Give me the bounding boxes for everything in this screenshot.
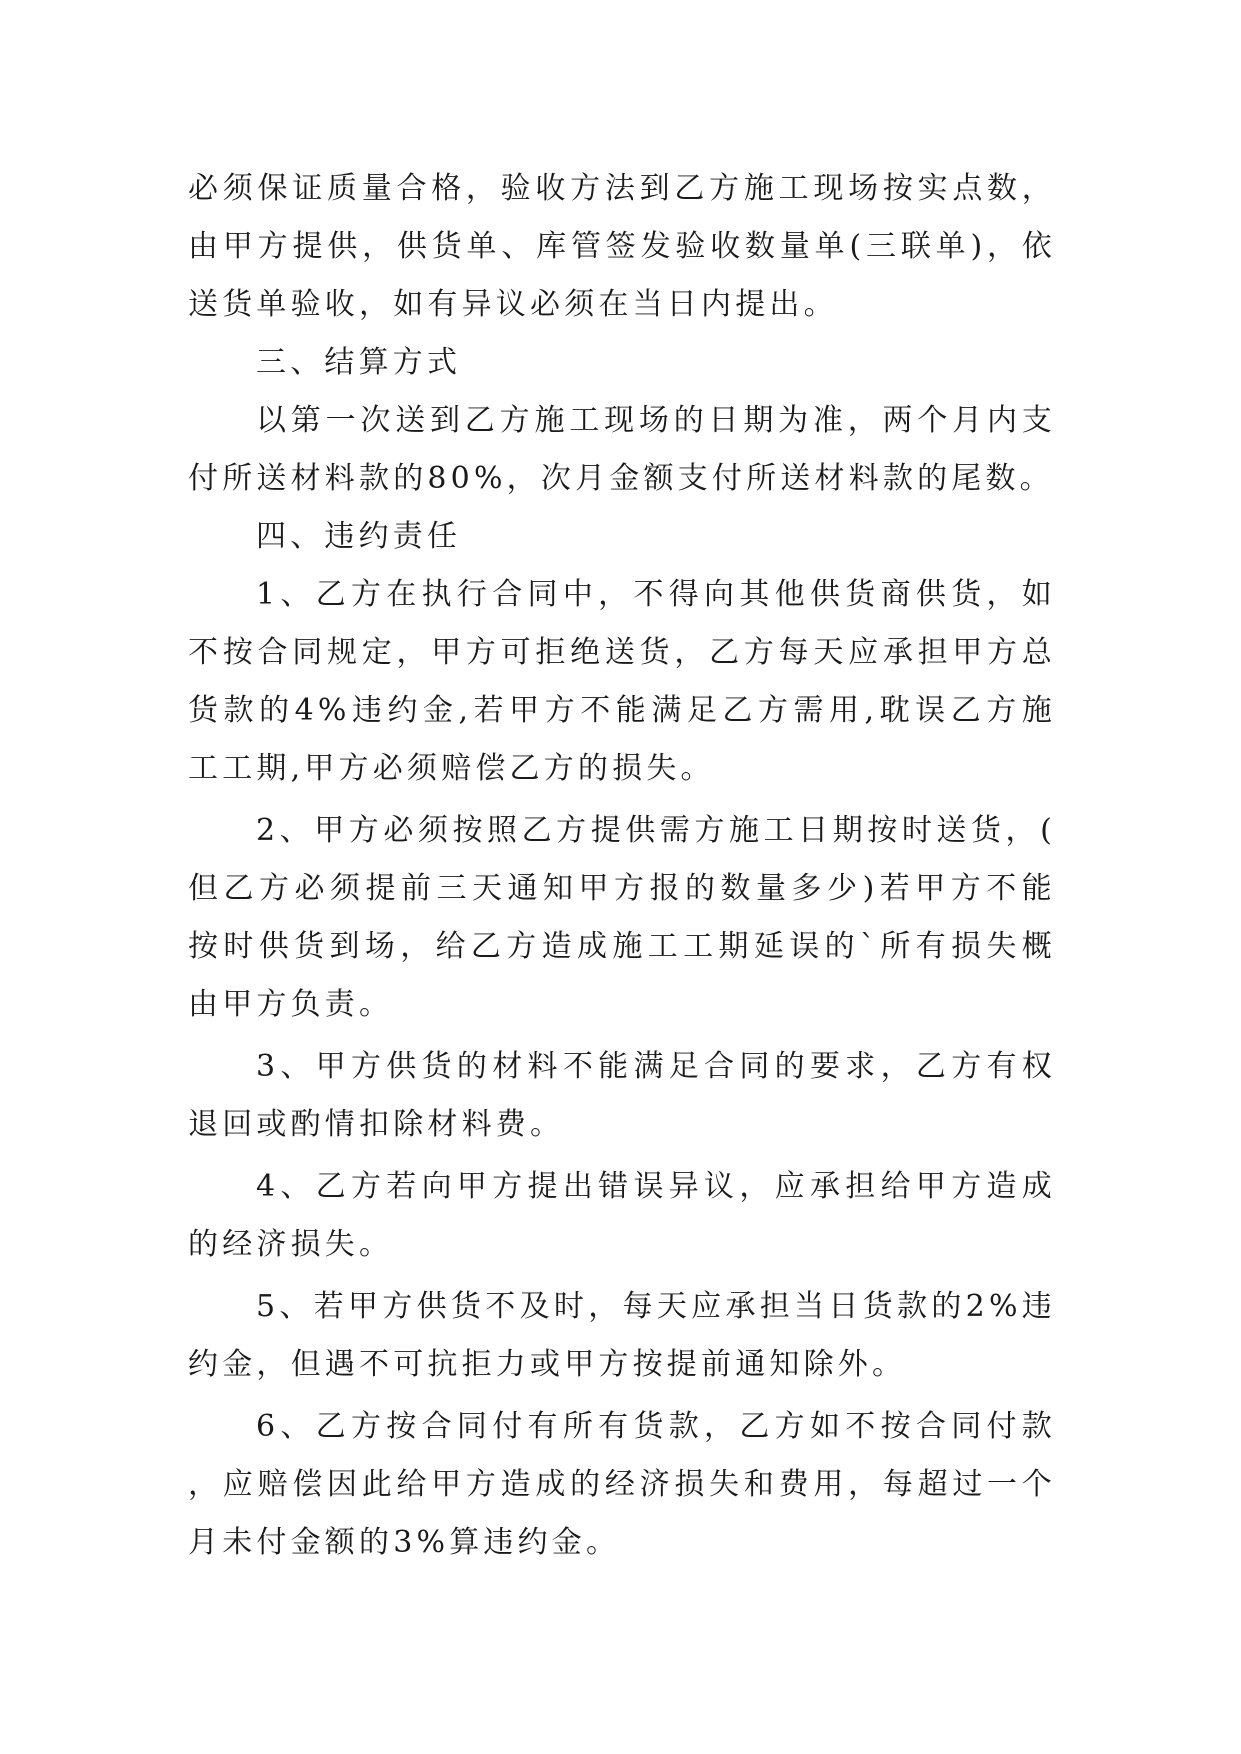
clause-3: 3、甲方供货的材料不能满足合同的要求，乙方有权退回或酌情扣除材料费。 <box>188 1049 1056 1142</box>
paragraph-settlement-terms: 以第一次送到乙方施工现场的日期为准，两个月内支付所送材料款的80%，次月金额支付所送材料款的尾数。 <box>188 403 1056 496</box>
section-heading-liability: 四、违约责任 <box>256 519 462 554</box>
clause-2: 2、甲方必须按照乙方提供需方施工日期按时送货，(但乙方必须提前三天通知甲方报的数量多少)若甲方不能按时供货到场，给乙方造成施工工期延误的`所有损失概由甲方负责。 <box>188 813 1056 1022</box>
clause-6: 6、乙方按合同付有所有货款，乙方如不按合同付款，应赔偿因此给甲方造成的经济损失和费用，每超过一个月未付金额的3%算违约金。 <box>188 1409 1056 1560</box>
clause-1: 1、乙方在执行合同中，不得向其他供货商供货，如不按合同规定，甲方可拒绝送货，乙方每天应承担甲方总货款的4%违约金,若甲方不能满足乙方需用,耽误乙方施工工期,甲方必须赔偿乙方的损失。 <box>188 577 1056 786</box>
contract-body <box>188 160 1056 1572</box>
paragraph-acceptance-method: 必须保证质量合格，验收方法到乙方施工现场按实点数，由甲方提供，供货单、库管签发验收数量单(三联单)，依送货单验收，如有异议必须在当日内提出。 <box>188 171 1056 322</box>
clause-4: 4、乙方若向甲方提出错误异议，应承担给甲方造成的经济损失。 <box>188 1169 1056 1262</box>
clause-5: 5、若甲方供货不及时，每天应承担当日货款的2%违约金，但遇不可抗拒力或甲方按提前通知除外。 <box>188 1289 1056 1382</box>
section-heading-settlement: 三、结算方式 <box>256 345 462 380</box>
